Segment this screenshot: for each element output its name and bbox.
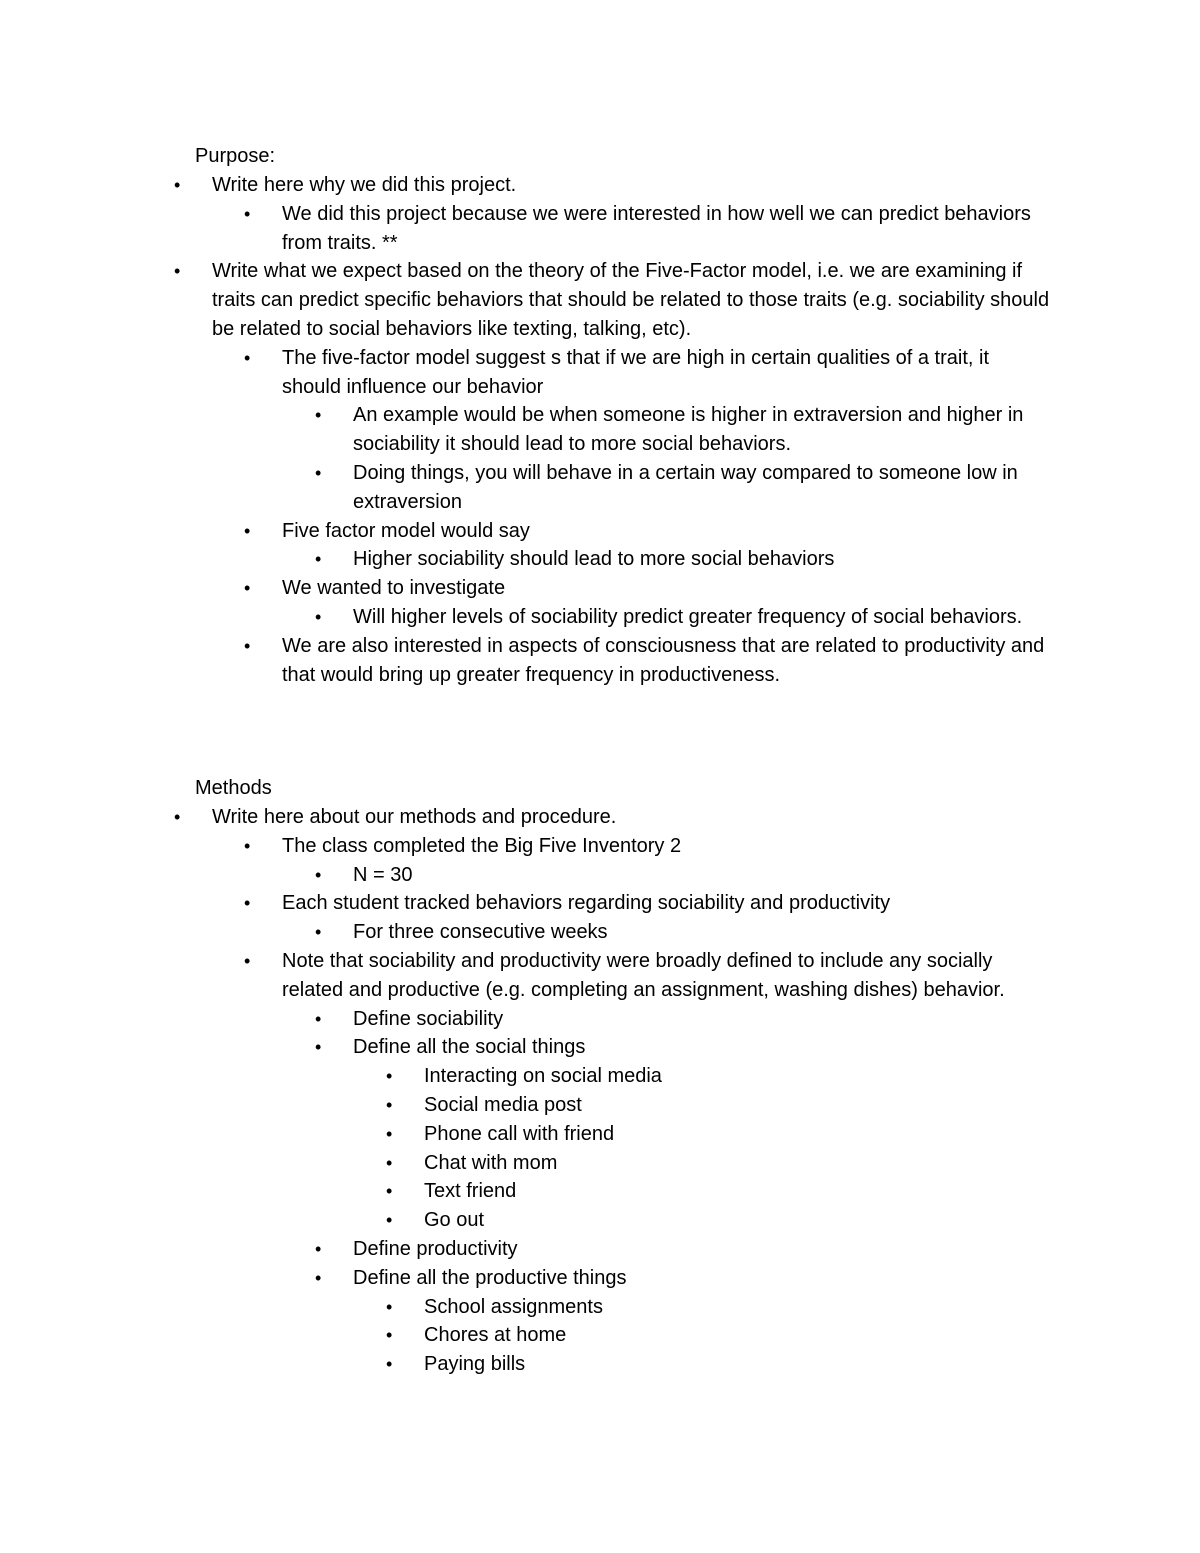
list-item	[0, 344, 1050, 402]
list-item	[0, 918, 1050, 947]
list-item-text: The five-factor model suggest s that if we are high in certain qualities of a trait, it should influence our behavior	[282, 346, 990, 398]
bullet-icon: •	[244, 347, 251, 368]
list-item	[0, 1235, 1050, 1264]
bullet-icon: •	[386, 1181, 393, 1202]
bullet-icon: •	[386, 1296, 393, 1317]
bullet-icon: •	[386, 1094, 393, 1115]
list-item	[0, 603, 1050, 632]
list-item	[0, 401, 1050, 459]
bullet-icon: •	[315, 1267, 322, 1288]
bullet-icon: •	[244, 203, 251, 224]
list-item	[0, 803, 1050, 832]
list-item	[0, 459, 1050, 517]
list-item-text: Higher sociability should lead to more social behaviors	[353, 548, 835, 571]
bullet-icon: •	[386, 1354, 393, 1375]
list-item-text: An example would be when someone is higher in extraversion and higher in sociability it should lead to more social behaviors.	[353, 404, 1024, 456]
bullet-icon: •	[315, 606, 322, 627]
bullet-icon: •	[315, 864, 322, 885]
list-item-text: School assignments	[424, 1295, 603, 1318]
list-item-text: Go out	[424, 1209, 485, 1232]
bullet-icon: •	[386, 1066, 393, 1087]
list-item-text: Text friend	[424, 1180, 517, 1203]
bullet-icon: •	[315, 1008, 322, 1029]
list-item	[0, 257, 1050, 343]
list-item-text: Five factor model would say	[282, 519, 530, 542]
bullet-icon: •	[315, 1238, 322, 1259]
bullet-icon: •	[315, 549, 322, 570]
list-item	[0, 832, 1050, 861]
list-item-text: The class completed the Big Five Inventory 2	[282, 834, 682, 857]
list-item	[0, 1149, 1050, 1178]
purpose-list	[0, 171, 1200, 689]
list-item	[0, 545, 1050, 574]
list-item-text: Write here why we did this project.	[212, 174, 517, 196]
list-item-text: For three consecutive weeks	[353, 921, 608, 944]
list-item	[0, 1177, 1050, 1206]
bullet-icon: •	[315, 922, 322, 943]
list-item-text: Phone call with friend	[424, 1122, 615, 1145]
list-item	[0, 1321, 1050, 1350]
methods-list	[0, 803, 1200, 1379]
bullet-icon: •	[244, 520, 251, 541]
list-item	[0, 1206, 1050, 1235]
list-item	[0, 1264, 1050, 1293]
list-item	[0, 1120, 1050, 1149]
bullet-icon: •	[244, 635, 251, 656]
list-item-text: Note that sociability and productivity were broadly defined to include any socially related and productive (e.g. completing an assignment, washing dishes) behavior.	[282, 949, 1005, 1001]
bullet-icon: •	[386, 1152, 393, 1173]
bullet-icon: •	[315, 462, 322, 483]
bullet-icon: •	[244, 578, 251, 599]
list-item-text: Each student tracked behaviors regarding sociability and productivity	[282, 892, 891, 915]
list-item-text: Doing things, you will behave in a certain way compared to someone low in extraversion	[353, 461, 1018, 513]
list-item	[0, 200, 1050, 258]
methods-heading: Methods	[195, 777, 272, 799]
list-item	[0, 1005, 1050, 1034]
list-item-text: Write what we expect based on the theory of the Five-Factor model, i.e. we are examining if traits can predict specific behaviors that should be related to those traits (e.g. sociability should be related to social behaviors like texting, talking, etc).	[212, 260, 1050, 340]
list-item-text: Paying bills	[424, 1353, 526, 1376]
list-item	[0, 1293, 1050, 1322]
bullet-icon: •	[174, 175, 181, 195]
list-item-text: We wanted to investigate	[282, 577, 506, 600]
list-item-text: Define all the social things	[353, 1036, 586, 1059]
list-item-text: Chores at home	[424, 1324, 567, 1347]
list-item	[0, 861, 1050, 890]
list-item	[0, 632, 1050, 690]
bullet-icon: •	[386, 1210, 393, 1231]
list-item	[0, 1033, 1050, 1062]
list-item-text: N = 30	[353, 863, 413, 886]
bullet-icon: •	[244, 893, 251, 914]
bullet-icon: •	[386, 1325, 393, 1346]
list-item	[0, 889, 1050, 918]
list-item-text: Chat with mom	[424, 1151, 558, 1174]
list-item	[0, 517, 1050, 546]
list-item	[0, 171, 1050, 200]
bullet-icon: •	[244, 835, 251, 856]
bullet-icon: •	[386, 1123, 393, 1144]
list-item	[0, 1350, 1050, 1379]
list-item-text: Interacting on social media	[424, 1065, 662, 1088]
list-item-text: Social media post	[424, 1093, 582, 1116]
list-item-text: Define sociability	[353, 1007, 504, 1030]
list-item-text: We did this project because we were interested in how well we can predict behaviors from traits. **	[282, 202, 1031, 254]
list-item-text: We are also interested in aspects of consciousness that are related to productivity and that would bring up greater frequency in productiveness.	[282, 634, 1045, 686]
bullet-icon: •	[315, 405, 322, 426]
list-item	[0, 1091, 1050, 1120]
list-item-text: Will higher levels of sociability predict greater frequency of social behaviors.	[353, 605, 1023, 628]
list-item-text: Define productivity	[353, 1237, 518, 1260]
bullet-icon: •	[315, 1037, 322, 1058]
list-item	[0, 947, 1050, 1005]
list-item	[0, 574, 1050, 603]
list-item-text: Write here about our methods and procedure.	[212, 806, 617, 828]
list-item	[0, 1062, 1050, 1091]
bullet-icon: •	[174, 807, 181, 827]
purpose-heading: Purpose:	[195, 145, 276, 167]
list-item-text: Define all the productive things	[353, 1266, 627, 1289]
bullet-icon: •	[174, 261, 181, 282]
bullet-icon: •	[244, 950, 251, 971]
